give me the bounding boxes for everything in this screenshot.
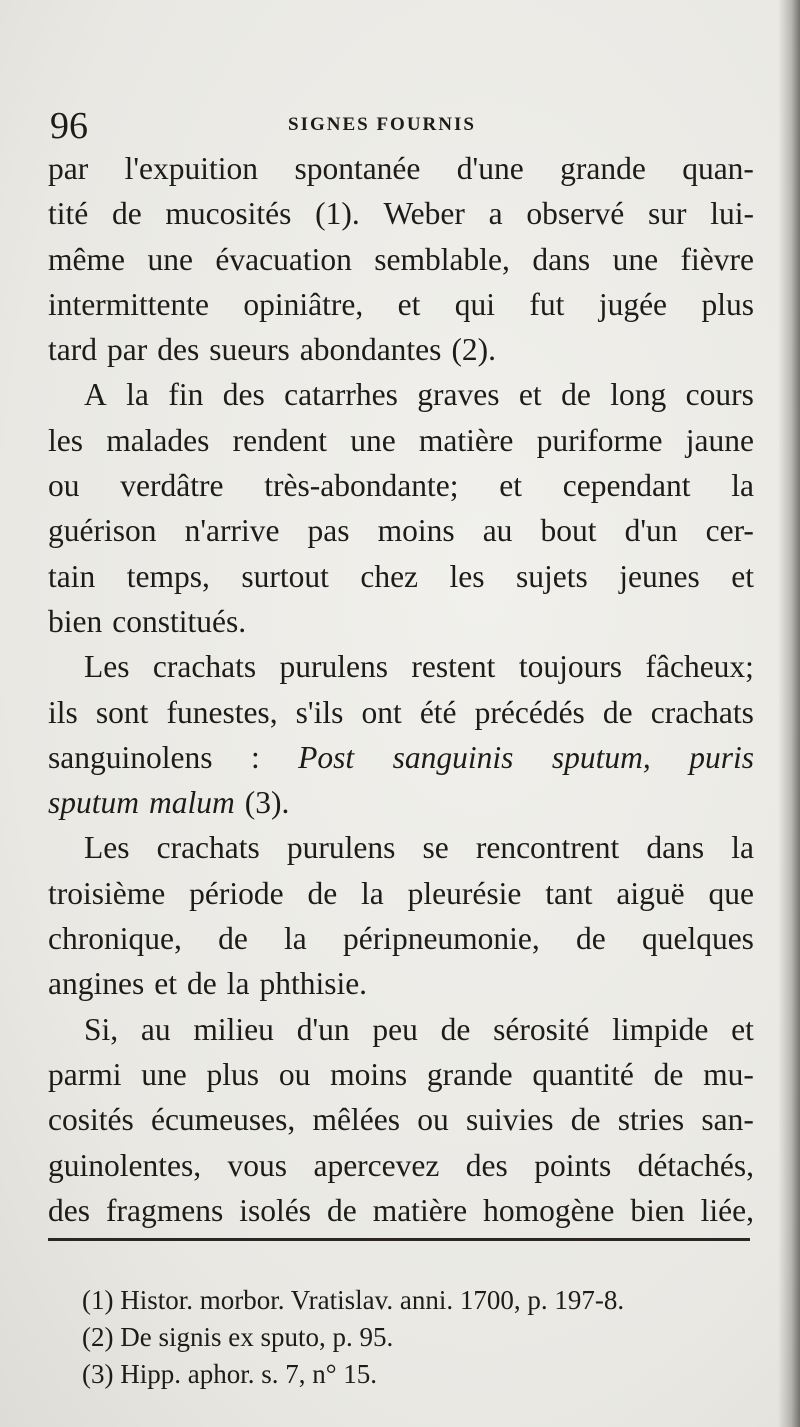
footnote-3: (3) Hipp. aphor. s. 7, n° 15. — [82, 1359, 378, 1389]
text-line: par l'expuition spontanée d'une grande quan- — [48, 151, 754, 186]
text-line: sanguinolens : Post sanguinis sputum, puris — [48, 739, 754, 775]
text-line: angines et de la phthisie. — [48, 966, 368, 1002]
footnote-rule — [48, 1238, 750, 1241]
text-line: des fragmens isolés de matière homogène bien liée, — [48, 1192, 754, 1228]
text-line: ils sont funestes, s'ils ont été précédés de crachats — [48, 694, 754, 730]
body-text — [48, 146, 754, 1233]
text-line: A la fin des catarrhes graves et de long cours — [84, 377, 754, 413]
text-line: Les crachats purulens restent toujours fâcheux; — [84, 649, 754, 685]
text-line: Si, au milieu d'un peu de sérosité limpide et — [84, 1011, 754, 1047]
page-number: 96 — [50, 105, 88, 147]
page-gutter-shadow — [778, 0, 800, 1427]
text-line: tard par des sueurs abondantes (2). — [48, 332, 497, 368]
footnotes — [82, 1282, 742, 1393]
footnote-1: (1) Histor. morbor. Vratislav. anni. 1700, p. 197-8. — [82, 1285, 625, 1315]
text-line: intermittente opiniâtre, et qui fut jugée plus — [48, 286, 754, 322]
text-line: troisième période de la pleurésie tant aiguë que — [48, 875, 754, 911]
text-line: les malades rendent une matière puriforme jaune — [48, 422, 754, 458]
running-head: SIGNES FOURNIS — [288, 114, 476, 135]
text-line: Les crachats purulens se rencontrent dans la — [84, 830, 754, 866]
text-line: tité de mucosités (1). Weber a observé sur lui- — [48, 196, 754, 232]
text-line: même une évacuation semblable, dans une fièvre — [48, 241, 754, 277]
text-line: ou verdâtre très-abondante; et cependant la — [48, 468, 754, 504]
text-line: guinolentes, vous apercevez des points détachés, — [48, 1147, 754, 1183]
text-line: guérison n'arrive pas moins au bout d'un cer- — [48, 513, 754, 549]
text-line: bien constitués. — [48, 603, 247, 639]
text-line: chronique, de la péripneumonie, de quelques — [48, 921, 754, 957]
text-line: tain temps, surtout chez les sujets jeunes et — [48, 558, 754, 594]
page-header — [50, 104, 750, 148]
text-line: sputum malum (3). — [48, 785, 290, 821]
footnote-2: (2) De signis ex sputo, p. 95. — [82, 1322, 394, 1352]
text-line: parmi une plus ou moins grande quantité de mu- — [48, 1056, 754, 1092]
text-line: cosités écumeuses, mêlées ou suivies de stries san- — [48, 1102, 754, 1138]
